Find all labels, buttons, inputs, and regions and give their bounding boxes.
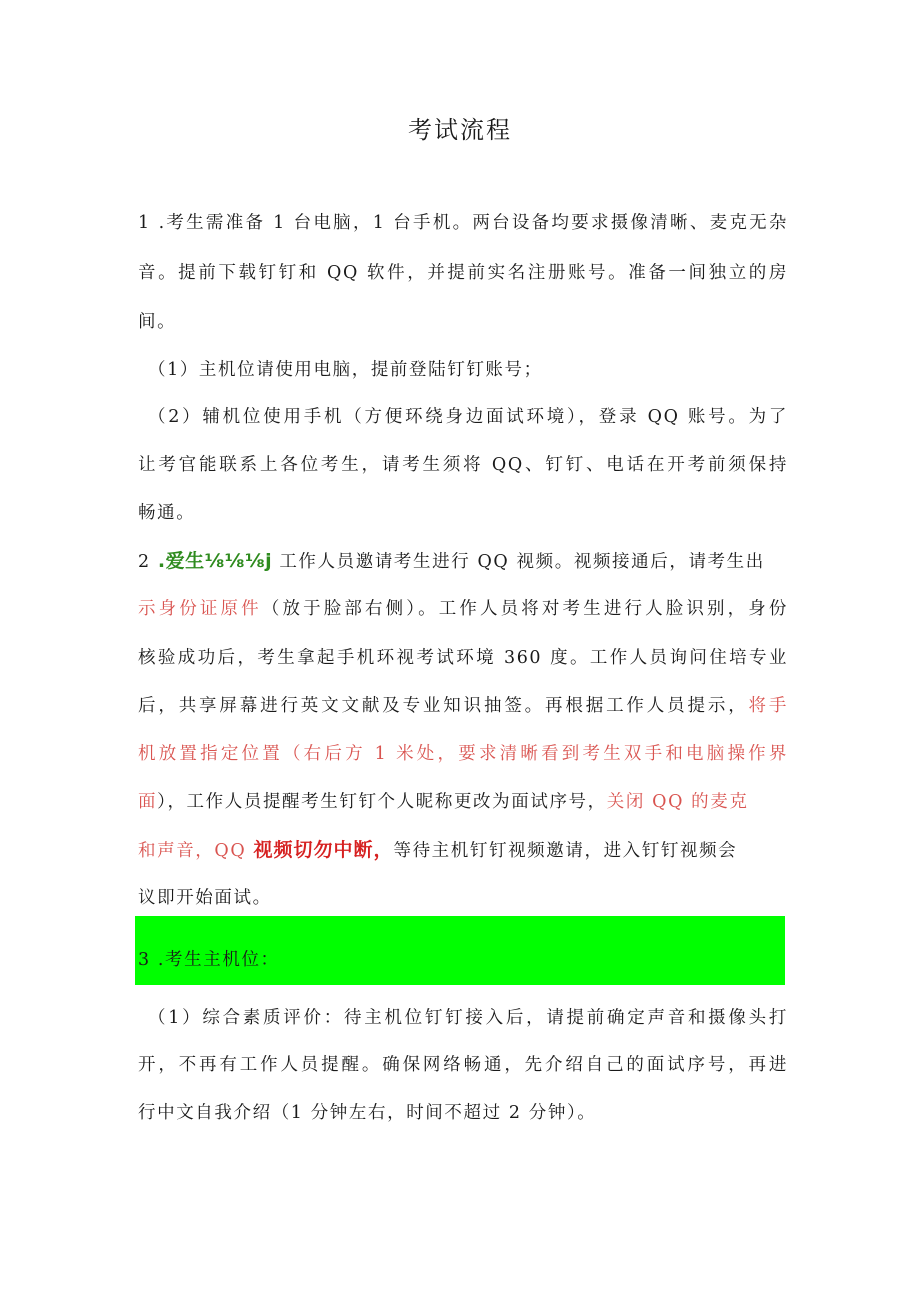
s2-line-8: 议即开始面试。 bbox=[138, 888, 272, 908]
s2-line-7-red: 和声音，QQ bbox=[138, 841, 254, 861]
s2-line-1 bbox=[138, 546, 788, 577]
s2-line-4 bbox=[138, 691, 788, 721]
s1-item-1: （1）主机位请使用电脑，提前登陆钉钉账号； bbox=[148, 360, 543, 380]
s2-line-6-red2: 关闭 QQ 的麦克 bbox=[606, 792, 749, 812]
s2-green-text: .爱生⅛⅛⅛j bbox=[157, 550, 273, 572]
s2-line-2 bbox=[138, 594, 788, 624]
s2-line-3: 核验成功后，考生拿起手机环视考试环境 360 度。工作人员询问住培专业 bbox=[138, 648, 788, 668]
s3-item-1: （1）综合素质评价：待主机位钉钉接入后，请提前确定声音和摄像头打 bbox=[148, 1008, 788, 1028]
s2-line-6-a: ），工作人员提醒考生钉钉个人昵称更改为面试序号， bbox=[157, 792, 607, 812]
s2-line-5-red: 机放置指定位置（右后方 1 米处，要求清晰看到考生双手和电脑操作界 bbox=[138, 744, 788, 764]
s1-line-3: 间。 bbox=[138, 312, 177, 332]
s2-line-4-a: 后，共享屏幕进行英文文献及专业知识抽签。再根据工作人员提示， bbox=[138, 696, 749, 716]
s3-line-2: 开，不再有工作人员提醒。确保网络畅通，先介绍自己的面试序号，再进 bbox=[138, 1055, 788, 1075]
s2-line-7-a: 等待主机钉钉视频邀请，进入钉钉视频会 bbox=[393, 841, 738, 861]
page-title: 考试流程 bbox=[408, 116, 512, 144]
s2-line-7 bbox=[138, 835, 788, 866]
s1-line-2: 音。提前下载钉钉和 QQ 软件，并提前实名注册账号。准备一间独立的房 bbox=[138, 263, 788, 283]
s3-heading: 3 .考生主机位： bbox=[138, 950, 280, 970]
s2-line-6 bbox=[138, 787, 788, 817]
s2-line-2-rest: （放于脸部右侧）。工作人员将对考生进行人脸识别，身份 bbox=[261, 599, 788, 619]
s2-line-7-bold: 视频切勿中断， bbox=[253, 839, 394, 861]
s2-line-6-red: 面 bbox=[138, 792, 158, 812]
s2-line-4-red: 将手 bbox=[748, 696, 788, 716]
s1-line-6: 让考官能联系上各位考生，请考生须将 QQ、钉钉、电话在开考前须保持 bbox=[138, 455, 788, 475]
s1-line-1: 1 .考生需准备 1 台电脑，1 台手机。两台设备均要求摄像清晰、麦克无杂 bbox=[138, 213, 788, 233]
s2-line-1-rest: 工作人员邀请考生进行 QQ 视频。视频接通后，请考生出 bbox=[279, 552, 765, 572]
s2-id-card-red: 示身份证原件 bbox=[138, 599, 262, 619]
s2-number: 2 bbox=[138, 552, 158, 572]
s1-item-2: （2）辅机位使用手机（方便环绕身边面试环境），登录 QQ 账号。为了 bbox=[148, 407, 788, 427]
s3-line-3: 行中文自我介绍（1 分钟左右，时间不超过 2 分钟）。 bbox=[138, 1103, 597, 1123]
s1-line-7: 畅通。 bbox=[138, 503, 196, 523]
